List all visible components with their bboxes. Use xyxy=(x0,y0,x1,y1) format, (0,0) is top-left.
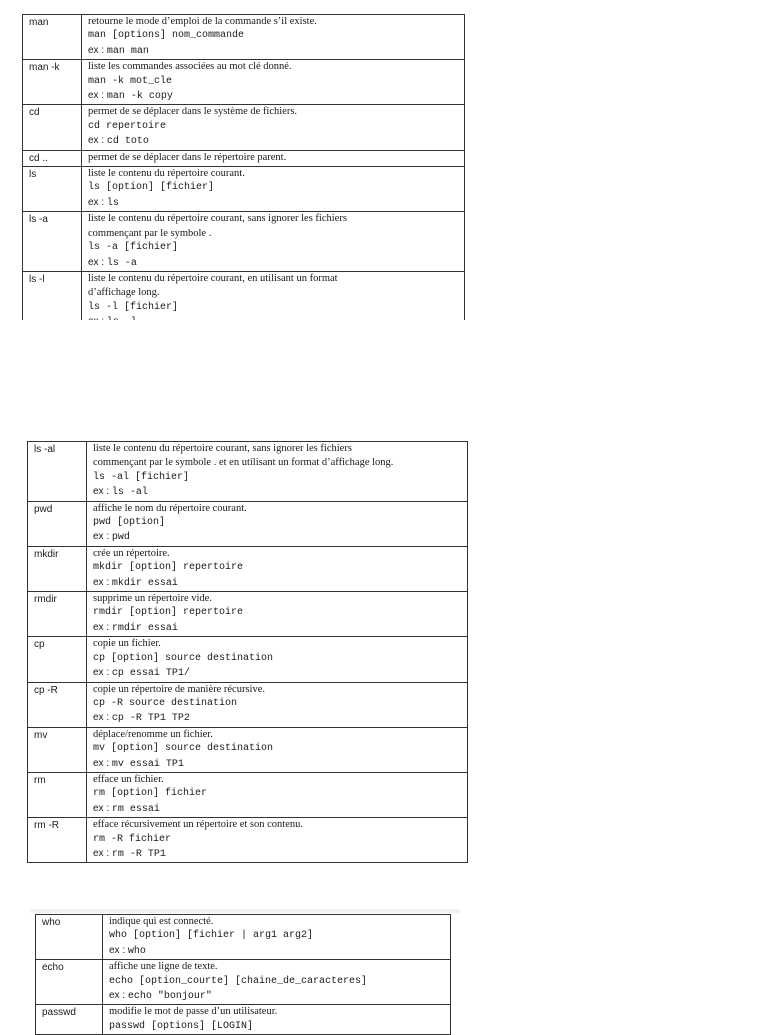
command-name: mkdir xyxy=(28,546,87,591)
example-command: pwd xyxy=(111,532,130,544)
example-label: ex : xyxy=(88,44,107,56)
example-label: ex : xyxy=(88,135,107,147)
command-description-cell xyxy=(103,960,451,1005)
example-command: rm -R TP1 xyxy=(111,848,166,860)
command-example xyxy=(109,944,447,959)
example-label: ex : xyxy=(93,712,112,724)
command-name: pwd xyxy=(28,501,87,546)
command-description: modifie le mot de passe d’un utilisateur. xyxy=(109,1006,278,1018)
example-label: ex : xyxy=(93,667,112,679)
example-command: rmdir essai xyxy=(111,622,178,634)
command-example xyxy=(93,757,464,772)
example-command: ls -al xyxy=(111,487,148,499)
command-syntax: cp [option] source destination xyxy=(93,652,274,664)
page-gap xyxy=(0,320,768,440)
command-syntax: cd repertoire xyxy=(88,120,167,132)
command-name: ls -a xyxy=(23,212,82,272)
command-description: liste le contenu du répertoire courant, sans ignorer les fichiers xyxy=(88,213,347,225)
command-example xyxy=(93,530,464,545)
command-description-cell xyxy=(87,818,468,863)
command-description: affiche une ligne de texte. xyxy=(109,961,218,973)
example-label: ex : xyxy=(88,90,107,102)
command-table-1 xyxy=(22,14,465,332)
command-description-cell xyxy=(103,915,451,960)
command-example xyxy=(88,89,461,104)
command-row xyxy=(23,15,465,60)
command-syntax: who [option] [fichier | arg1 arg2] xyxy=(109,930,314,942)
command-row xyxy=(28,637,468,682)
command-name: passwd xyxy=(36,1005,103,1035)
command-description-cell xyxy=(82,105,465,150)
command-name: ls -al xyxy=(28,442,87,502)
command-row xyxy=(28,682,468,727)
command-row xyxy=(28,818,468,863)
command-description: indique qui est connecté. xyxy=(109,916,214,927)
page-edge-shadow xyxy=(30,909,460,913)
table-body xyxy=(28,442,468,863)
command-description-cell xyxy=(87,727,468,772)
command-description: commençant par le symbole . et en utilisant un format d’affichage long. xyxy=(93,457,394,469)
command-row xyxy=(23,150,465,166)
command-syntax: mv [option] source destination xyxy=(93,743,274,755)
example-label: ex : xyxy=(109,944,128,956)
command-description: efface un fichier. xyxy=(93,773,164,785)
example-label: ex : xyxy=(93,847,112,859)
command-name: ls xyxy=(23,167,82,212)
command-name: rm -R xyxy=(28,818,87,863)
command-table-3 xyxy=(35,914,451,1035)
command-row xyxy=(28,546,468,591)
example-command: mv essai TP1 xyxy=(111,758,184,770)
command-name: cd xyxy=(23,105,82,150)
command-syntax: ls -l [fichier] xyxy=(88,301,179,313)
command-row xyxy=(36,960,451,1005)
command-description: copie un répertoire de manière récursive. xyxy=(93,683,265,695)
table-body xyxy=(23,15,465,332)
example-command: rm essai xyxy=(111,803,160,815)
command-syntax: man -k mot_cle xyxy=(88,75,173,87)
command-name: mv xyxy=(28,727,87,772)
command-syntax: echo [option_courte] [chaine_de_caracteres] xyxy=(109,975,368,987)
command-description: permet de se déplacer dans le répertoire parent. xyxy=(88,151,287,163)
command-description-cell xyxy=(103,1005,451,1035)
command-name: cp xyxy=(28,637,87,682)
command-name: who xyxy=(36,915,103,960)
command-name: rm xyxy=(28,772,87,817)
example-command: mkdir essai xyxy=(111,577,178,589)
example-command: ls xyxy=(106,197,119,209)
command-syntax: pwd [option] xyxy=(93,517,166,529)
command-description: permet de se déplacer dans le système de fichiers. xyxy=(88,106,298,118)
command-description-cell xyxy=(82,150,465,166)
example-label: ex : xyxy=(88,196,107,208)
command-syntax: rm [option] fichier xyxy=(93,788,208,800)
command-description: liste le contenu du répertoire courant, sans ignorer les fichiers xyxy=(93,443,352,454)
command-row xyxy=(28,772,468,817)
command-description: retourne le mode d’emploi de la commande s’il existe. xyxy=(88,16,317,27)
command-description: commençant par le symbole . xyxy=(88,227,212,239)
example-command: cp essai TP1/ xyxy=(111,668,190,680)
command-description-cell xyxy=(87,592,468,637)
command-description-cell xyxy=(87,637,468,682)
example-command: cp -R TP1 TP2 xyxy=(111,713,190,725)
command-syntax: man [options] nom_commande xyxy=(88,30,245,42)
command-description-cell xyxy=(82,167,465,212)
command-example xyxy=(93,802,464,817)
command-syntax: ls -a [fichier] xyxy=(88,242,179,254)
command-syntax: ls -al [fichier] xyxy=(93,471,190,483)
command-example xyxy=(93,847,464,862)
example-label: ex : xyxy=(93,486,112,498)
command-name: cp -R xyxy=(28,682,87,727)
command-example xyxy=(93,666,464,681)
command-description: d’affichage long. xyxy=(88,287,160,299)
example-command: cd toto xyxy=(106,136,149,148)
example-label: ex : xyxy=(88,256,107,268)
command-syntax: rmdir [option] repertoire xyxy=(93,607,244,619)
command-description-cell xyxy=(82,15,465,60)
command-description: liste le contenu du répertoire courant. xyxy=(88,168,245,180)
command-example xyxy=(93,711,464,726)
command-description-cell xyxy=(87,772,468,817)
command-row xyxy=(36,1005,451,1035)
example-command: ls -a xyxy=(106,257,137,269)
command-description-cell xyxy=(87,442,468,502)
command-name: cd .. xyxy=(23,150,82,166)
example-label: ex : xyxy=(93,621,112,633)
example-label: ex : xyxy=(109,990,128,1002)
command-row xyxy=(28,501,468,546)
command-name: man xyxy=(23,15,82,60)
command-example xyxy=(93,621,464,636)
command-example xyxy=(109,989,447,1004)
command-row xyxy=(28,442,468,502)
example-label: ex : xyxy=(93,531,112,543)
command-row xyxy=(23,105,465,150)
command-row xyxy=(23,167,465,212)
command-example xyxy=(93,485,464,500)
command-name: ls -l xyxy=(23,271,82,331)
example-label: ex : xyxy=(93,576,112,588)
example-command: echo "bonjour" xyxy=(127,991,212,1003)
table-body xyxy=(36,915,451,1035)
command-name: echo xyxy=(36,960,103,1005)
command-syntax: mkdir [option] repertoire xyxy=(93,562,244,574)
command-example xyxy=(88,44,461,59)
command-description-cell xyxy=(82,60,465,105)
command-description: supprime un répertoire vide. xyxy=(93,593,212,605)
command-description: efface récursivement un répertoire et son contenu. xyxy=(93,819,303,831)
command-description: déplace/renomme un fichier. xyxy=(93,728,213,740)
command-example xyxy=(93,576,464,591)
example-command: man -k copy xyxy=(106,91,173,103)
command-description-cell xyxy=(87,682,468,727)
command-description-cell xyxy=(87,546,468,591)
example-command: man man xyxy=(106,45,149,57)
command-row xyxy=(28,727,468,772)
command-row xyxy=(28,592,468,637)
command-syntax: ls [option] [fichier] xyxy=(88,182,215,194)
command-example xyxy=(88,196,461,211)
command-name: rmdir xyxy=(28,592,87,637)
command-example xyxy=(88,134,461,149)
command-table-2 xyxy=(27,441,468,863)
command-syntax: cp -R source destination xyxy=(93,697,238,709)
example-label: ex : xyxy=(93,757,112,769)
command-row xyxy=(23,60,465,105)
command-description: copie un fichier. xyxy=(93,638,161,650)
command-row xyxy=(36,915,451,960)
command-description: crée un répertoire. xyxy=(93,547,170,559)
command-syntax: passwd [options] [LOGIN] xyxy=(109,1020,254,1032)
command-example xyxy=(88,256,461,271)
command-description: liste les commandes associées au mot clé donné. xyxy=(88,61,292,73)
command-row xyxy=(23,212,465,272)
command-syntax: rm -R fichier xyxy=(93,833,172,845)
command-description-cell xyxy=(87,501,468,546)
command-description: liste le contenu du répertoire courant, en utilisant un format xyxy=(88,272,338,284)
example-label: ex : xyxy=(93,802,112,814)
command-name: man -k xyxy=(23,60,82,105)
example-command: who xyxy=(127,945,146,957)
command-description-cell xyxy=(82,212,465,272)
command-description: affiche le nom du répertoire courant. xyxy=(93,502,247,514)
